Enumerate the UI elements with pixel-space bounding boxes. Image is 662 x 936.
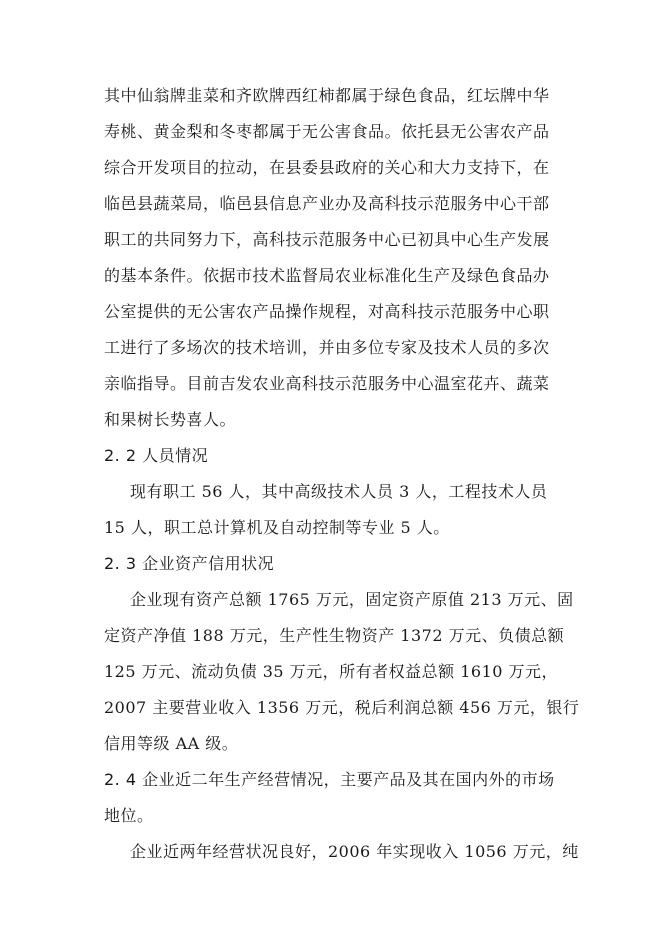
- para1-line-7: 公室提供的无公害农产品操作规程，对高科技示范服务中心职: [104, 302, 550, 321]
- section-2-2-line-1: 现有职工 56 人，其中高级技术人员 3 人，工程技术人员: [130, 482, 548, 501]
- section-2-2-heading: 2. 2 人员情况: [104, 446, 209, 465]
- section-2-3-line-2: 定资产净值 188 万元，生产性生物资产 1372 万元、负债总额: [104, 626, 565, 645]
- section-2-3-line-5: 信用等级 AA 级。: [104, 734, 239, 753]
- para1-line-10: 和果树长势喜人。: [104, 410, 237, 429]
- para1-line-6: 的基本条件。依据市技术监督局农业标准化生产及绿色食品办: [104, 266, 550, 285]
- para1-line-8: 工进行了多场次的技术培训，并由多位专家及技术人员的多次: [104, 338, 550, 357]
- para1-line-2: 寿桃、黄金梨和冬枣都属于无公害食品。依托县无公害农产品: [104, 122, 550, 141]
- section-2-3-line-4: 2007 主要营业收入 1356 万元，税后利润总额 456 万元，银行: [104, 698, 580, 717]
- section-2-3-line-3: 125 万元、流动负债 35 万元，所有者权益总额 1610 万元，: [104, 662, 559, 681]
- para1-line-3: 综合开发项目的拉动，在县委县政府的关心和大力支持下，在: [104, 158, 550, 177]
- section-2-4-heading-line-1: 2. 4 企业近二年生产经营情况，主要产品及其在国内外的市场: [104, 770, 555, 789]
- section-2-4-line-1: 企业近两年经营状况良好，2006 年实现收入 1056 万元，纯: [130, 842, 579, 861]
- section-2-2-line-2: 15 人，职工总计算机及自动控制等专业 5 人。: [104, 518, 450, 537]
- section-2-3-heading: 2. 3 企业资产信用状况: [104, 554, 275, 573]
- section-2-3-line-1: 企业现有资产总额 1765 万元，固定资产原值 213 万元、固: [130, 590, 574, 609]
- para1-line-5: 职工的共同努力下，高科技示范服务中心已初具中心生产发展: [104, 230, 550, 249]
- para1-line-1: 其中仙翁牌韭菜和齐欧牌西红柿都属于绿色食品，红坛牌中华: [104, 86, 550, 105]
- section-2-4-heading-line-2: 地位。: [104, 806, 154, 825]
- para1-line-4: 临邑县蔬菜局，临邑县信息产业办及高科技示范服务中心干部: [104, 194, 550, 213]
- para1-line-9: 亲临指导。目前吉发农业高科技示范服务中心温室花卉、蔬菜: [104, 374, 550, 393]
